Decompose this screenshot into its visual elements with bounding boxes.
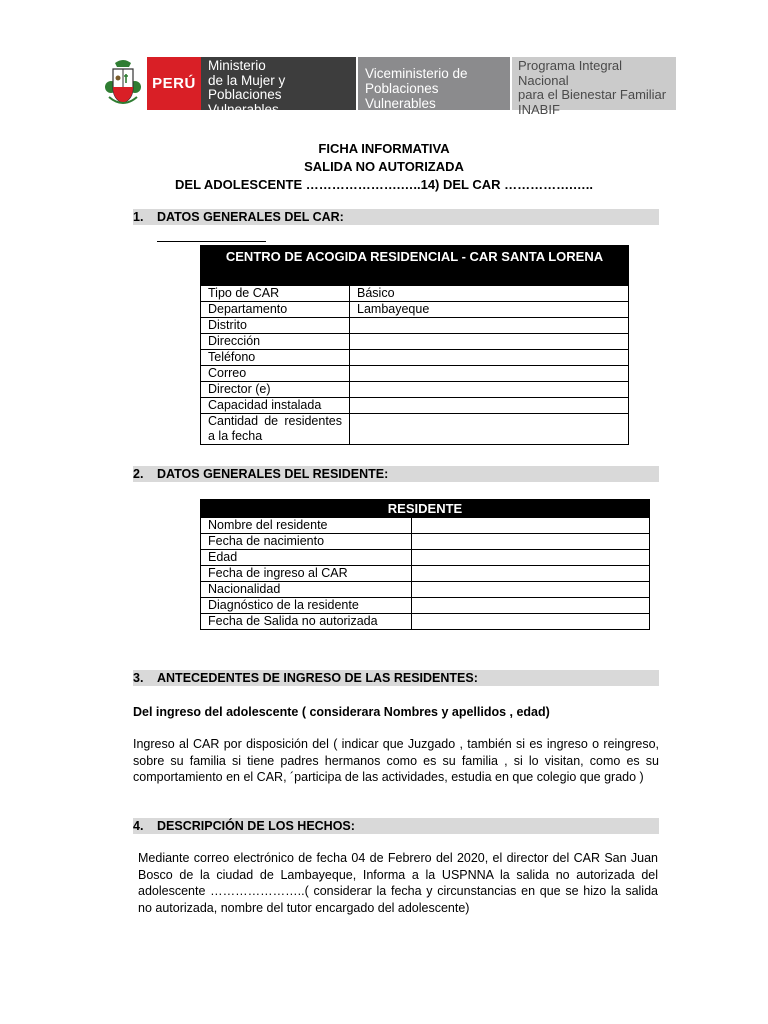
row-value (412, 582, 650, 598)
section-label: DATOS GENERALES DEL RESIDENTE: (157, 467, 389, 481)
row-value (350, 350, 629, 366)
row-label: Tipo de CAR (201, 286, 350, 302)
blank-line (157, 241, 266, 242)
row-label: Teléfono (201, 350, 350, 366)
row-value (412, 534, 650, 550)
ministry-line: Poblaciones Vulnerables (208, 87, 282, 117)
row-value (350, 318, 629, 334)
ministry-line: de la Mujer y (208, 72, 286, 88)
table-row (201, 334, 629, 350)
section-label: DATOS GENERALES DEL CAR: (157, 210, 344, 224)
row-value (350, 334, 629, 350)
row-label: Fecha de ingreso al CAR (201, 566, 412, 582)
table-row (201, 582, 650, 598)
table-row (201, 414, 629, 445)
row-label: Dirección (201, 334, 350, 350)
antecedents-lead-note: ( considerara Nombres y apellidos , edad) (301, 705, 550, 719)
row-value (412, 598, 650, 614)
section-2-header (133, 466, 659, 482)
table-row (201, 398, 629, 414)
car-table-heading: CENTRO DE ACOGIDA RESIDENCIAL - CAR SANTA LORENA (201, 246, 629, 286)
antecedents-paragraph: Ingreso al CAR por disposición del ( indicar que Juzgado , también si es ingreso o reingreso, sobre su familia si tiene padres hermanos como es su familia , si lo visitan, como es su comportamiento en el CAR, ´participa de las actividades, estudia en que colegio que grado ) (133, 737, 659, 784)
program-line: Programa Integral Nacional (518, 58, 623, 88)
ministry-line: Ministerio (208, 58, 266, 73)
antecedents-lead-text: Del ingreso del adolescente (133, 705, 302, 719)
table-row (201, 534, 650, 550)
row-label: Nombre del residente (201, 518, 412, 534)
row-value (412, 614, 650, 630)
table-row (201, 518, 650, 534)
row-label: Fecha de Salida no autorizada (201, 614, 412, 630)
row-value (350, 414, 629, 445)
facts-paragraph: Mediante correo electrónico de fecha 04 de Febrero del 2020, el director del CAR San Juan Bosco de la ciudad de Lambayeque, Informa a la USPNNA la salida no autorizada del adolescente …………………..( considerar la fecha y circunstancias en que se hizo la salida no autorizada, nombre del tutor encargado del adolescente) (138, 851, 658, 915)
document-subject-line: DEL ADOLESCENTE ………………….…..14) DEL CAR …………….….. (175, 177, 593, 192)
row-value (412, 550, 650, 566)
row-label: Distrito (201, 318, 350, 334)
section-label: DESCRIPCIÓN DE LOS HECHOS: (157, 819, 355, 833)
row-label: Edad (201, 550, 412, 566)
viceministry-line: Viceministerio de (365, 66, 468, 81)
section-1-header (133, 209, 659, 225)
row-value (350, 366, 629, 382)
table-row (201, 366, 629, 382)
row-label: Departamento (201, 302, 350, 318)
section-3-header (133, 670, 659, 686)
peru-coat-of-arms-icon (103, 57, 143, 109)
country-label: PERÚ (152, 75, 196, 92)
row-value: Lambayeque (350, 302, 629, 318)
car-info-table (200, 245, 629, 445)
row-value (412, 518, 650, 534)
row-value (350, 382, 629, 398)
section-number: 4. (133, 819, 144, 833)
ministry-logo (201, 57, 356, 117)
table-row (201, 286, 629, 302)
table-row (201, 302, 629, 318)
program-logo (512, 57, 676, 117)
peru-logo (147, 57, 201, 110)
table-row (201, 318, 629, 334)
row-label: Fecha de nacimiento (201, 534, 412, 550)
document-subtitle: SALIDA NO AUTORIZADA (304, 159, 464, 174)
viceministry-logo (358, 57, 510, 110)
section-number: 1. (133, 210, 144, 224)
table-row (201, 382, 629, 398)
section-number: 3. (133, 671, 144, 685)
row-label: Cantidad de residentes a la fecha (201, 414, 350, 445)
row-label: Capacidad instalada (201, 398, 350, 414)
row-label: Diagnóstico de la residente (201, 598, 412, 614)
table-row (201, 598, 650, 614)
table-row (201, 550, 650, 566)
row-value (350, 398, 629, 414)
table-row (201, 566, 650, 582)
row-value (412, 566, 650, 582)
antecedents-lead (133, 704, 673, 721)
program-line: para el Bienestar Familiar (518, 87, 667, 102)
section-number: 2. (133, 467, 144, 481)
program-line: INABIF (518, 101, 560, 117)
row-label: Correo (201, 366, 350, 382)
section-4-header (133, 818, 659, 834)
resident-table-heading: RESIDENTE (201, 500, 650, 518)
section-label: ANTECEDENTES DE INGRESO DE LAS RESIDENTES: (157, 671, 478, 685)
row-value: Básico (350, 286, 629, 302)
row-label: Nacionalidad (201, 582, 412, 598)
row-label: Director (e) (201, 382, 350, 398)
table-row (201, 350, 629, 366)
resident-info-table (200, 499, 650, 630)
document-title: FICHA INFORMATIVA (318, 141, 450, 156)
table-row (201, 614, 650, 630)
viceministry-line: Poblaciones Vulnerables (365, 81, 439, 111)
